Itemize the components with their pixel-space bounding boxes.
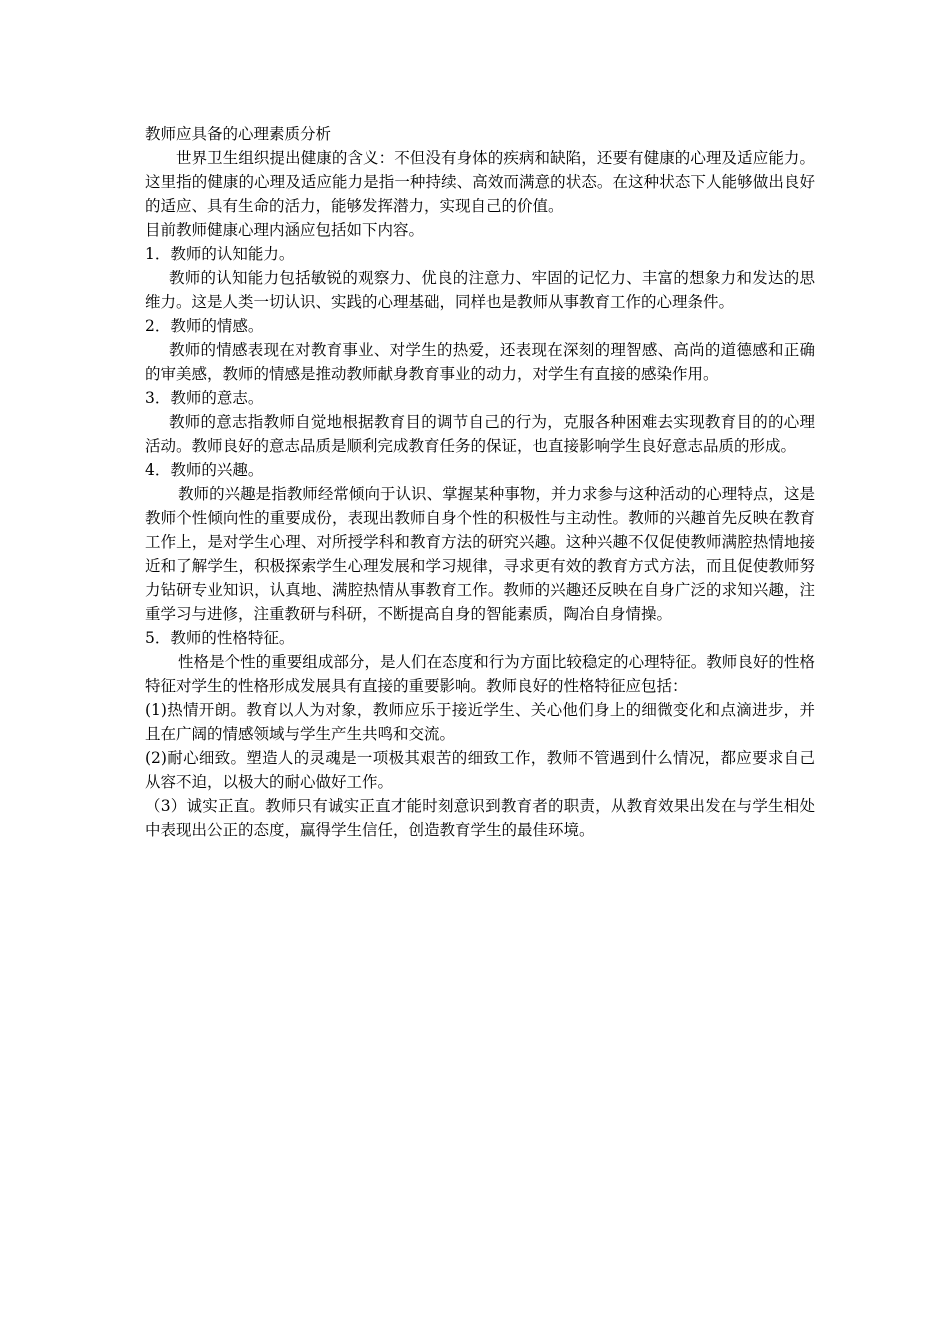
section-heading-character: 5．教师的性格特征。 <box>145 629 295 647</box>
section-body-interest: 教师的兴趣是指教师经常倾向于认识、掌握某种事物，并力求参与这种活动的心理特点，这是教师个性倾向性的重要成份，表现出教师自身个性的积极性与主动性。教师的兴趣首先反映在教育工作上，是对学生心理、对所授学科和教育方法的研究兴趣。这种兴趣不仅促使教师满腔热情地接近和了解学生，积极探索学生心理发展和学习规律，寻求更有效的教育方式方法，而且促使教师努力钻研专业知识，认真地、满腔热情从事教育工作。教师的兴趣还反映在自身广泛的求知兴趣，注重学习与进修，注重教研与科研，不断提高自身的智能素质，陶冶自身情操。 <box>145 485 815 623</box>
section-heading-will: 3．教师的意志。 <box>145 389 264 407</box>
trait-item-patient: (2)耐心细致。塑造人的灵魂是一项极其艰苦的细致工作，教师不管遇到什么情况，都应要求自己从容不迫，以极大的耐心做好工作。 <box>145 749 815 791</box>
lead-paragraph: 目前教师健康心理内涵应包括如下内容。 <box>145 221 425 239</box>
section-body-character: 性格是个性的重要组成部分，是人们在态度和行为方面比较稳定的心理特征。教师良好的性格特征对学生的性格形成发展具有直接的重要影响。教师良好的性格特征应包括： <box>145 653 815 695</box>
section-heading-interest: 4．教师的兴趣。 <box>145 461 264 479</box>
section-body-will: 教师的意志指教师自觉地根据教育目的调节自己的行为，克服各种困难去实现教育目的的心理活动。教师良好的意志品质是顺利完成教育任务的保证，也直接影响学生良好意志品质的形成。 <box>145 413 815 455</box>
trait-item-warm: (1)热情开朗。教育以人为对象，教师应乐于接近学生、关心他们身上的细微变化和点滴进步，并且在广阔的情感领域与学生产生共鸣和交流。 <box>145 701 815 743</box>
section-body-cognition: 教师的认知能力包括敏锐的观察力、优良的注意力、牢固的记忆力、丰富的想象力和发达的思维力。这是人类一切认识、实践的心理基础，同样也是教师从事教育工作的心理条件。 <box>145 269 815 311</box>
document-page <box>145 122 815 842</box>
intro-paragraph: 世界卫生组织提出健康的含义：不但没有身体的疾病和缺陷，还要有健康的心理及适应能力。这里指的健康的心理及适应能力是指一种持续、高效而满意的状态。在这种状态下人能够做出良好的适应、具有生命的活力，能够发挥潜力，实现自己的价值。 <box>145 149 815 215</box>
section-heading-emotion: 2．教师的情感。 <box>145 317 264 335</box>
document-title: 教师应具备的心理素质分析 <box>145 125 332 143</box>
trait-item-honest: （3）诚实正直。教师只有诚实正直才能时刻意识到教育者的职责，从教育效果出发在与学生相处中表现出公正的态度，赢得学生信任，创造教育学生的最佳环境。 <box>145 797 815 839</box>
section-heading-cognition: 1．教师的认知能力。 <box>145 245 295 263</box>
section-body-emotion: 教师的情感表现在对教育事业、对学生的热爱，还表现在深刻的理智感、高尚的道德感和正确的审美感，教师的情感是推动教师献身教育事业的动力，对学生有直接的感染作用。 <box>145 341 815 383</box>
